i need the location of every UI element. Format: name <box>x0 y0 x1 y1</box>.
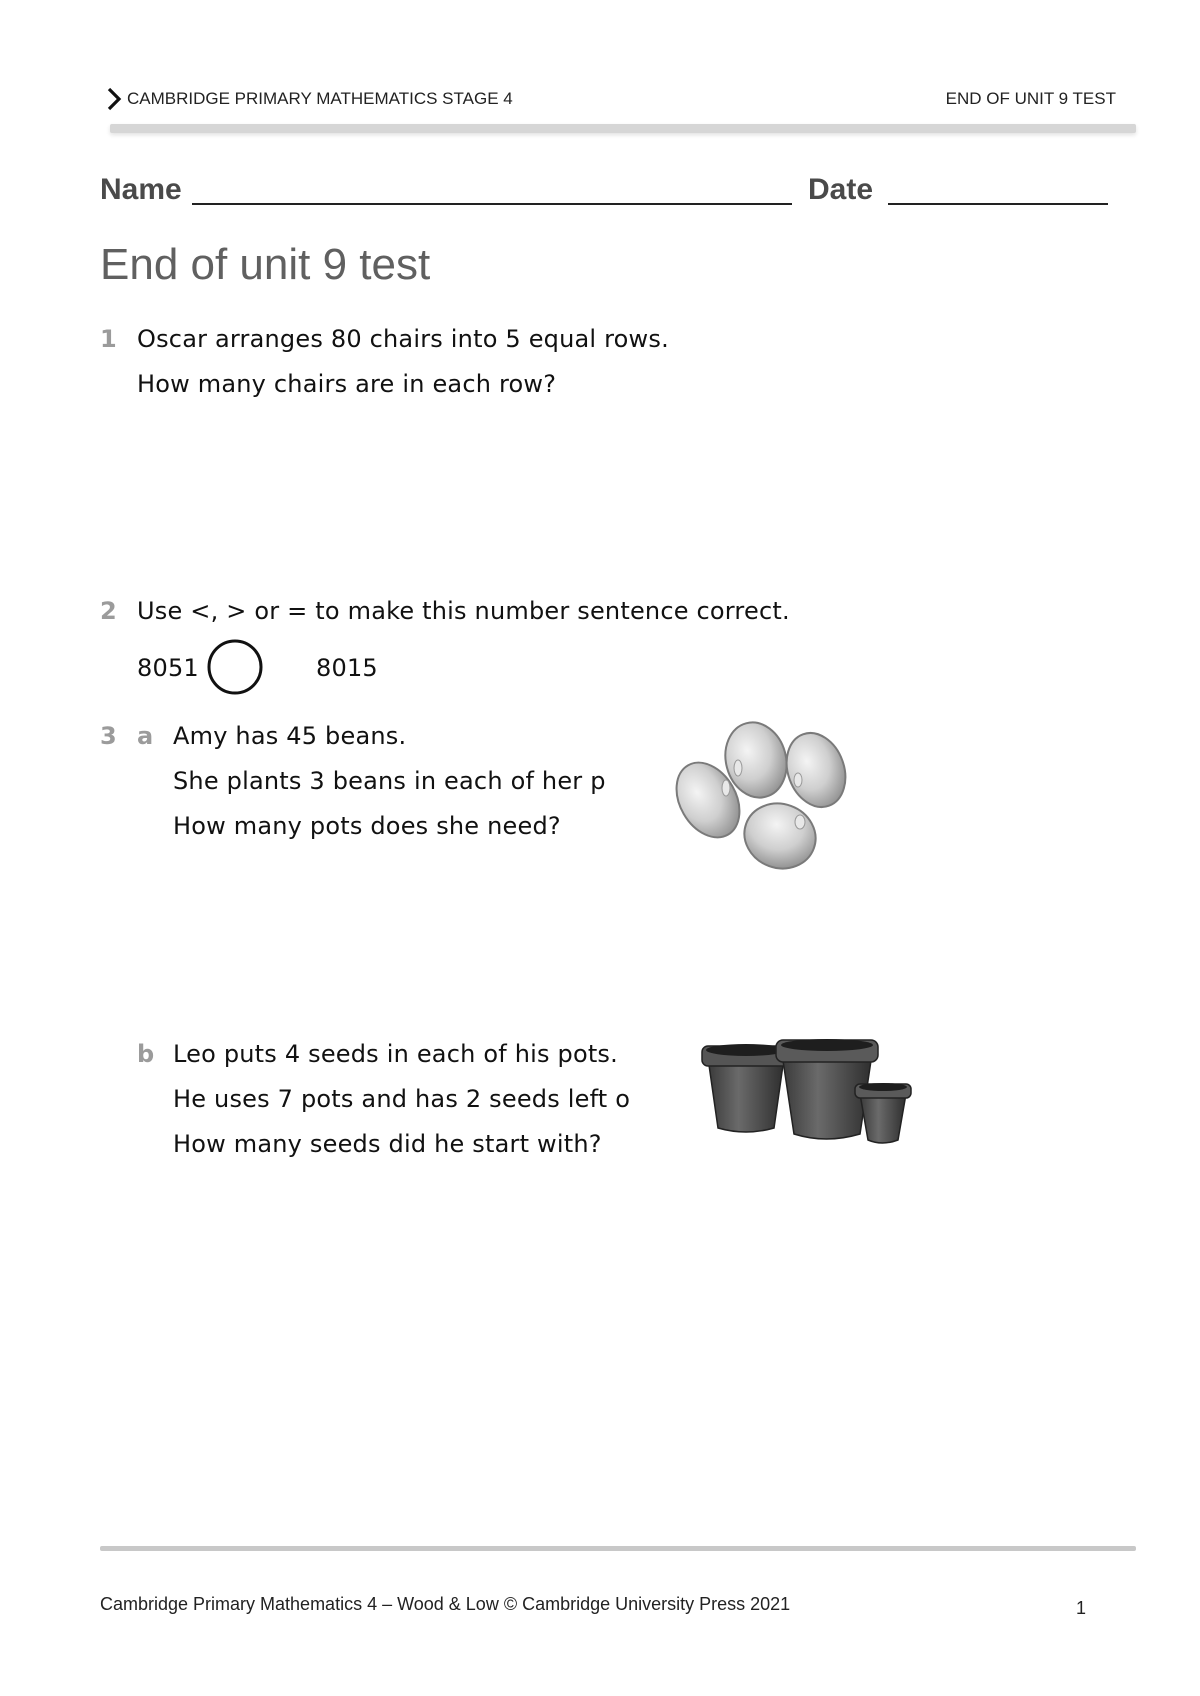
answer-circle[interactable] <box>205 637 265 697</box>
question-2-number: 2 <box>100 597 117 625</box>
question-1-number: 1 <box>100 325 117 353</box>
question-2-right-number: 8015 <box>316 654 378 682</box>
question-3a-text-line-2: She plants 3 beans in each of her p <box>173 767 606 795</box>
name-field[interactable] <box>192 203 792 205</box>
question-2-left-number: 8051 <box>137 654 199 682</box>
header-test-label: END OF UNIT 9 TEST <box>945 89 1116 108</box>
question-3a-text-line-1: Amy has 45 beans. <box>173 722 407 750</box>
question-3a-letter: a <box>137 722 154 750</box>
footer-copyright: Cambridge Primary Mathematics 4 – Wood & Low © Cambridge University Press 2021 <box>100 1594 791 1614</box>
date-field[interactable] <box>888 203 1108 205</box>
name-label: Name <box>100 173 182 206</box>
question-3-number: 3 <box>100 722 117 750</box>
page-title: End of unit 9 test <box>100 240 431 289</box>
question-2-instruction: Use <, > or = to make this number sentence correct. <box>137 597 790 625</box>
beans-illustration <box>668 718 856 876</box>
question-3b-text-line-1: Leo puts 4 seeds in each of his pots. <box>173 1040 618 1068</box>
header-title: CAMBRIDGE PRIMARY MATHEMATICS STAGE 4 <box>127 89 513 108</box>
bean-2 <box>777 725 856 816</box>
pot-small <box>855 1083 911 1143</box>
chevron-right-icon <box>104 86 124 112</box>
flower-pots-illustration <box>700 1036 915 1148</box>
page-number: 1 <box>1076 1598 1087 1618</box>
question-1-text-line-1: Oscar arranges 80 chairs into 5 equal rows. <box>137 325 669 353</box>
date-label: Date <box>808 173 874 206</box>
question-3b-letter: b <box>137 1040 155 1068</box>
question-3b-text-line-3: How many seeds did he start with? <box>173 1130 602 1158</box>
bean-4 <box>735 794 825 876</box>
footer-divider <box>100 1546 1136 1551</box>
question-1-text-line-2: How many chairs are in each row? <box>137 370 557 398</box>
question-3b-text-line-2: He uses 7 pots and has 2 seeds left o <box>173 1085 631 1113</box>
header-divider <box>110 124 1136 133</box>
question-3a-text-line-3: How many pots does she need? <box>173 812 561 840</box>
